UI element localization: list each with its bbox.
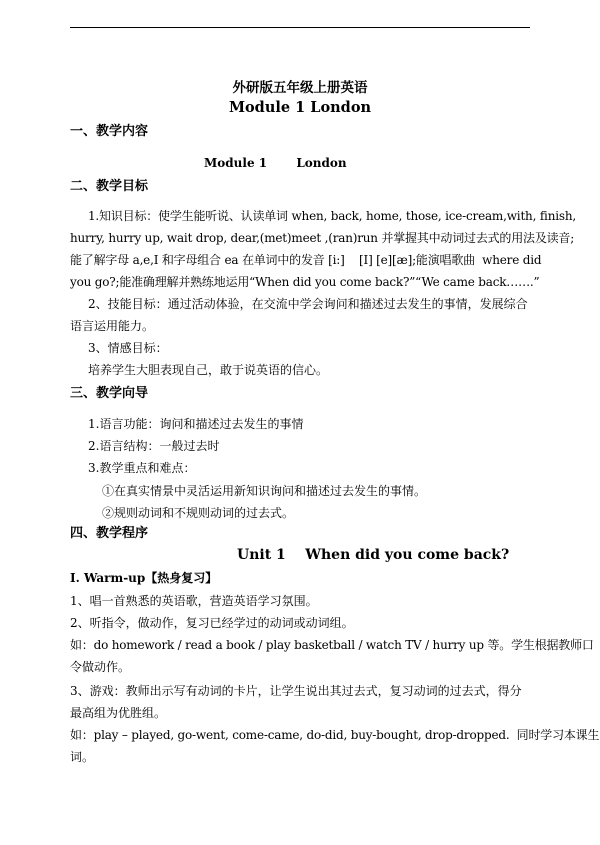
- warmup-step-3-example-line-1: 如：play – played, go-went, come-came, do-did, buy-bought, drop-dropped. 同时学习本课生: [70, 728, 600, 742]
- header-rule: [70, 27, 530, 28]
- warmup-step-2-example-line-1: 如：do homework / read a book / play basketball / watch TV / hurry up 等。学生根据教师口: [70, 638, 594, 652]
- emotion-goal-body: 培养学生大胆表现自己，敢于说英语的信心。: [88, 363, 329, 377]
- emotion-goal-heading: 3、情感目标：: [88, 341, 168, 355]
- knowledge-goal-line-2: hurry, hurry up, wait drop, dear,(met)meet ,(ran)run 并掌握其中动词过去式的用法及读音;: [70, 231, 575, 245]
- guide-item-3: 3.教学重点和难点：: [88, 461, 196, 475]
- section-1-heading: 一、教学内容: [70, 124, 149, 139]
- guide-item-3a: ①在真实情景中灵活运用新知识询问和描述过去发生的事情。: [102, 484, 427, 498]
- guide-item-3b: ②规则动词和不规则动词的过去式。: [102, 506, 295, 520]
- doc-title-en: Module 1 London: [228, 99, 372, 116]
- warmup-step-3-example-line-2: 词。: [70, 750, 95, 764]
- section-3-heading: 三、教学向导: [70, 386, 149, 401]
- section-2-heading: 二、教学目标: [70, 179, 149, 194]
- section-4-heading: 四、教学程序: [70, 526, 149, 541]
- knowledge-goal-line-4: you go?;能准确理解并熟练地运用“When did you come back?”“We came back…….”: [70, 275, 540, 289]
- doc-title-cn: 外研版五年级上册英语: [232, 80, 368, 96]
- warmup-step-2: 2、听指令，做动作，复习已经学过的动词或动词组。: [70, 616, 354, 630]
- skill-goal-line-2: 语言运用能力。: [70, 319, 155, 333]
- skill-goal-line-1: 2、技能目标：通过活动体验，在交流中学会询问和描述过去发生的事情，发展综合: [88, 297, 528, 311]
- guide-item-1: 1.语言功能：询问和描述过去发生的事情: [88, 417, 304, 431]
- knowledge-goal-line-1: 1.知识目标：使学生能听说、认读单词 when, back, home, those, ice-cream,with, finish,: [88, 209, 576, 223]
- knowledge-goal-line-3: 能了解字母 a,e,I 和字母组合 ea 在单词中的发音 [i:] [I] [e][æ];能演唱歌曲 where did: [70, 253, 542, 267]
- unit-title: Unit 1 When did you come back?: [237, 547, 510, 563]
- warmup-heading: Ⅰ. Warm-up【热身复习】: [70, 571, 218, 585]
- warmup-step-1: 1、唱一首熟悉的英语歌，营造英语学习氛围。: [70, 594, 318, 608]
- section-1-content: Module 1 London: [204, 156, 347, 170]
- warmup-step-3-line-1: 3、游戏：教师出示写有动词的卡片，让学生说出其过去式，复习动词的过去式，得分: [70, 684, 522, 698]
- warmup-step-3-line-2: 最高组为优胜组。: [70, 706, 167, 720]
- guide-item-2: 2.语言结构：一般过去时: [88, 439, 220, 453]
- warmup-step-2-example-line-2: 令做动作。: [70, 660, 131, 674]
